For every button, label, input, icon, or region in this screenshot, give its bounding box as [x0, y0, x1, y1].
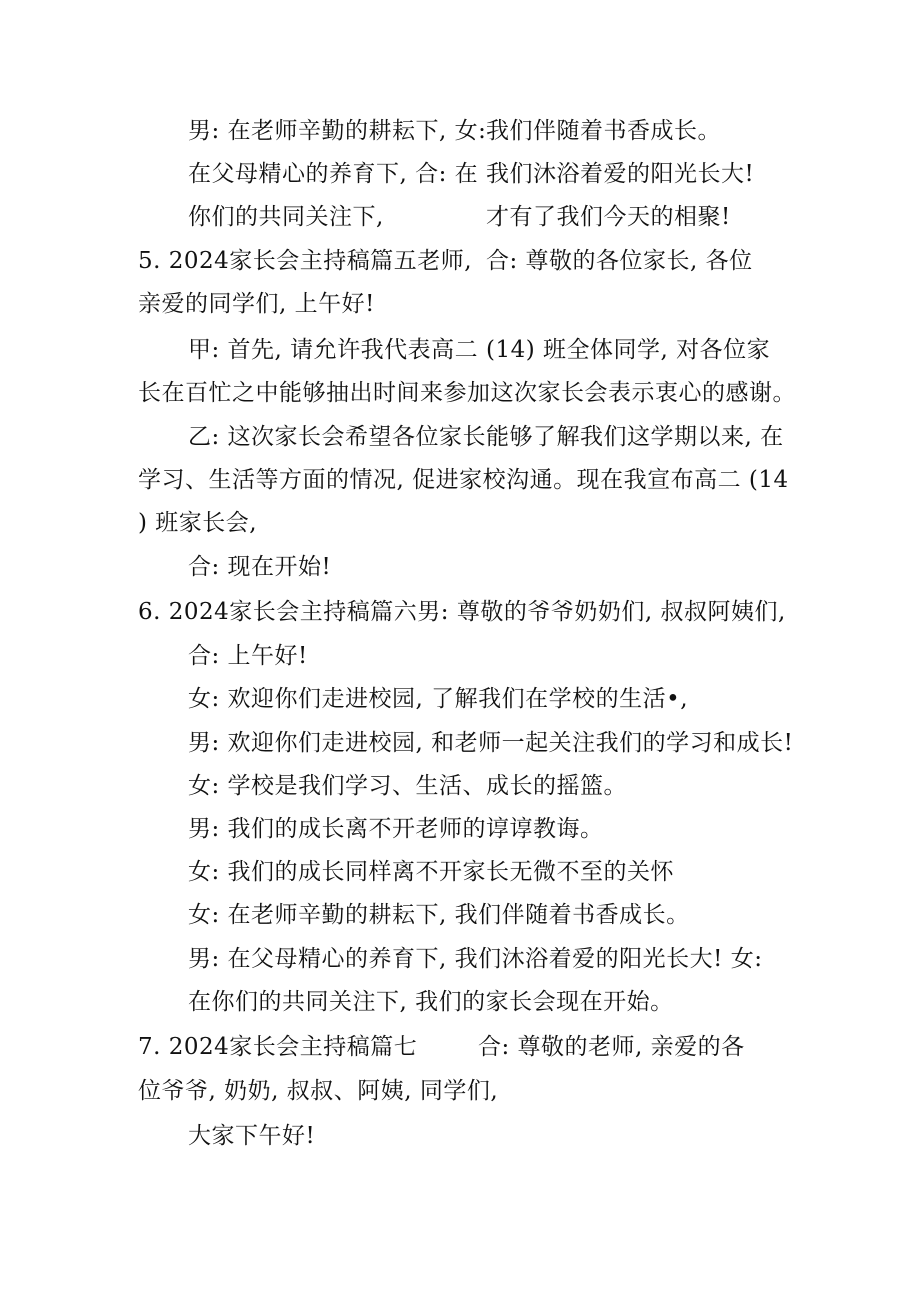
- section5-heading-right: 合: 尊敬的各位家长, 各位: [486, 248, 753, 274]
- section5-paragraph1-line2: 长在百忙之中能够抽出时间来参加这次家长会表示衷心的感谢。: [138, 380, 796, 406]
- section7-heading-right: 合: 尊敬的老师, 亲爱的各: [478, 1034, 745, 1060]
- section6-line: 女: 欢迎你们走进校园, 了解我们在学校的生活•,: [188, 686, 689, 712]
- paired-line-1-right: 我们伴随着书香成长。: [486, 118, 721, 144]
- section5-paragraph2-line3: ) 班家长会,: [138, 510, 258, 536]
- section5-heading-left: 5. 2024家长会主持稿篇五老师,: [138, 248, 473, 274]
- paired-line-3-left: 你们的共同关注下,: [188, 204, 384, 230]
- section5-paragraph2-line2: 学习、生活等方面的情况, 促进家校沟通。现在我宣布高二 (14: [138, 467, 789, 493]
- section5-greeting: 亲爱的同学们, 上午好!: [138, 291, 375, 317]
- section6-line: 合: 上午好!: [188, 643, 308, 669]
- paired-line-2-left: 在父母精心的养育下, 合: 在: [188, 161, 479, 187]
- section6-line: 女: 学校是我们学习、生活、成长的摇篮。: [188, 773, 628, 799]
- section7-closing-line: 大家下午好!: [188, 1123, 316, 1149]
- section6-line: 女: 我们的成长同样离不开家长无微不至的关怀: [188, 859, 675, 885]
- paired-line-2-right: 我们沐浴着爱的阳光长大!: [486, 161, 755, 187]
- section6-line: 在你们的共同关注下, 我们的家长会现在开始。: [188, 989, 674, 1015]
- paired-line-1-left: 男: 在老师辛勤的耕耘下, 女:: [188, 118, 487, 144]
- section6-line: 男: 我们的成长离不开老师的谆谆教诲。: [188, 816, 604, 842]
- section6-line: 男: 在父母精心的养育下, 我们沐浴着爱的阳光长大! 女:: [188, 946, 763, 972]
- section6-line: 男: 欢迎你们走进校园, 和老师一起关注我们的学习和成长!: [188, 730, 794, 756]
- section6-line: 女: 在老师辛勤的耕耘下, 我们伴随着书香成长。: [188, 902, 690, 928]
- section6-heading: 6. 2024家长会主持稿篇六男: 尊敬的爷爷奶奶们, 叔叔阿姨们,: [138, 599, 786, 625]
- section7-heading-left: 7. 2024家长会主持稿篇七: [138, 1034, 418, 1060]
- section7-greeting-line: 位爷爷, 奶奶, 叔叔、阿姨, 同学们,: [138, 1078, 499, 1104]
- section5-paragraph2-line1: 乙: 这次家长会希望各位家长能够了解我们这学期以来, 在: [188, 424, 784, 450]
- section5-paragraph3: 合: 现在开始!: [188, 554, 332, 580]
- paired-line-3-right: 才有了我们今天的相聚!: [486, 204, 731, 230]
- section5-paragraph1-line1: 甲: 首先, 请允许我代表高二 (14) 班全体同学, 对各位家: [188, 337, 771, 363]
